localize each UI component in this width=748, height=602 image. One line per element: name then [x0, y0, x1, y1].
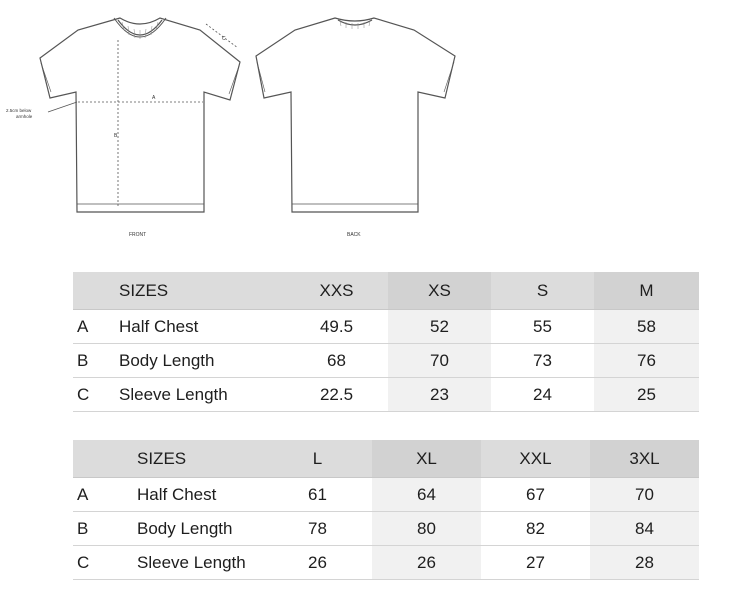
tshirt-diagram — [0, 0, 480, 250]
table-row — [73, 478, 699, 512]
table-row — [73, 344, 699, 378]
table-cell: 70 — [590, 478, 699, 512]
size-header: S — [491, 272, 594, 310]
row-label: Sleeve Length — [119, 378, 285, 412]
table-header-row — [73, 272, 699, 310]
table-cell: 84 — [590, 512, 699, 546]
table-cell: 26 — [263, 546, 372, 580]
sizes-header: SIZES — [119, 272, 285, 310]
table-cell: 70 — [388, 344, 491, 378]
size-header: XXS — [285, 272, 388, 310]
size-header: M — [594, 272, 699, 310]
row-label: Half Chest — [137, 478, 263, 512]
table-cell: 76 — [594, 344, 699, 378]
size-table-small — [73, 272, 699, 412]
label-c: C — [222, 36, 226, 42]
row-letter: B — [73, 344, 119, 378]
table-cell: 82 — [481, 512, 590, 546]
tshirt-diagram-svg — [0, 0, 480, 250]
table-cell: 64 — [372, 478, 481, 512]
callout-arrow — [48, 102, 77, 112]
table-row — [73, 512, 699, 546]
table-cell: 67 — [481, 478, 590, 512]
table-row — [73, 310, 699, 344]
table-cell: 22.5 — [285, 378, 388, 412]
table-cell: 26 — [372, 546, 481, 580]
table-cell: 28 — [590, 546, 699, 580]
table-cell: 52 — [388, 310, 491, 344]
callout-line2: armhole — [16, 114, 33, 119]
sizes-header: SIZES — [137, 440, 263, 478]
table-cell: 55 — [491, 310, 594, 344]
header-empty-cell — [73, 272, 119, 310]
table-cell: 61 — [263, 478, 372, 512]
table-cell: 58 — [594, 310, 699, 344]
back-label: BACK — [347, 232, 361, 238]
callout-line1: 2.5cm below — [6, 108, 32, 113]
table-row — [73, 378, 699, 412]
row-label: Sleeve Length — [137, 546, 263, 580]
front-label: FRONT — [129, 232, 147, 238]
row-label: Body Length — [137, 512, 263, 546]
table-cell: 49.5 — [285, 310, 388, 344]
table-cell: 23 — [388, 378, 491, 412]
row-label: Body Length — [119, 344, 285, 378]
back-tshirt — [256, 18, 455, 212]
row-letter: A — [73, 478, 137, 512]
size-header: L — [263, 440, 372, 478]
size-header: XS — [388, 272, 491, 310]
front-tshirt — [40, 18, 240, 212]
table-cell: 73 — [491, 344, 594, 378]
table-cell: 27 — [481, 546, 590, 580]
row-letter: B — [73, 512, 137, 546]
table-row — [73, 546, 699, 580]
table-header-row — [73, 440, 699, 478]
row-letter: A — [73, 310, 119, 344]
table-cell: 24 — [491, 378, 594, 412]
size-header: XXL — [481, 440, 590, 478]
table-cell: 25 — [594, 378, 699, 412]
row-letter: C — [73, 546, 137, 580]
size-header: 3XL — [590, 440, 699, 478]
size-table-large — [73, 440, 699, 580]
label-b: B — [114, 133, 118, 139]
row-label: Half Chest — [119, 310, 285, 344]
label-a: A — [152, 95, 156, 101]
table-cell: 80 — [372, 512, 481, 546]
row-letter: C — [73, 378, 119, 412]
table-cell: 78 — [263, 512, 372, 546]
table-cell: 68 — [285, 344, 388, 378]
header-empty-cell — [73, 440, 137, 478]
size-header: XL — [372, 440, 481, 478]
